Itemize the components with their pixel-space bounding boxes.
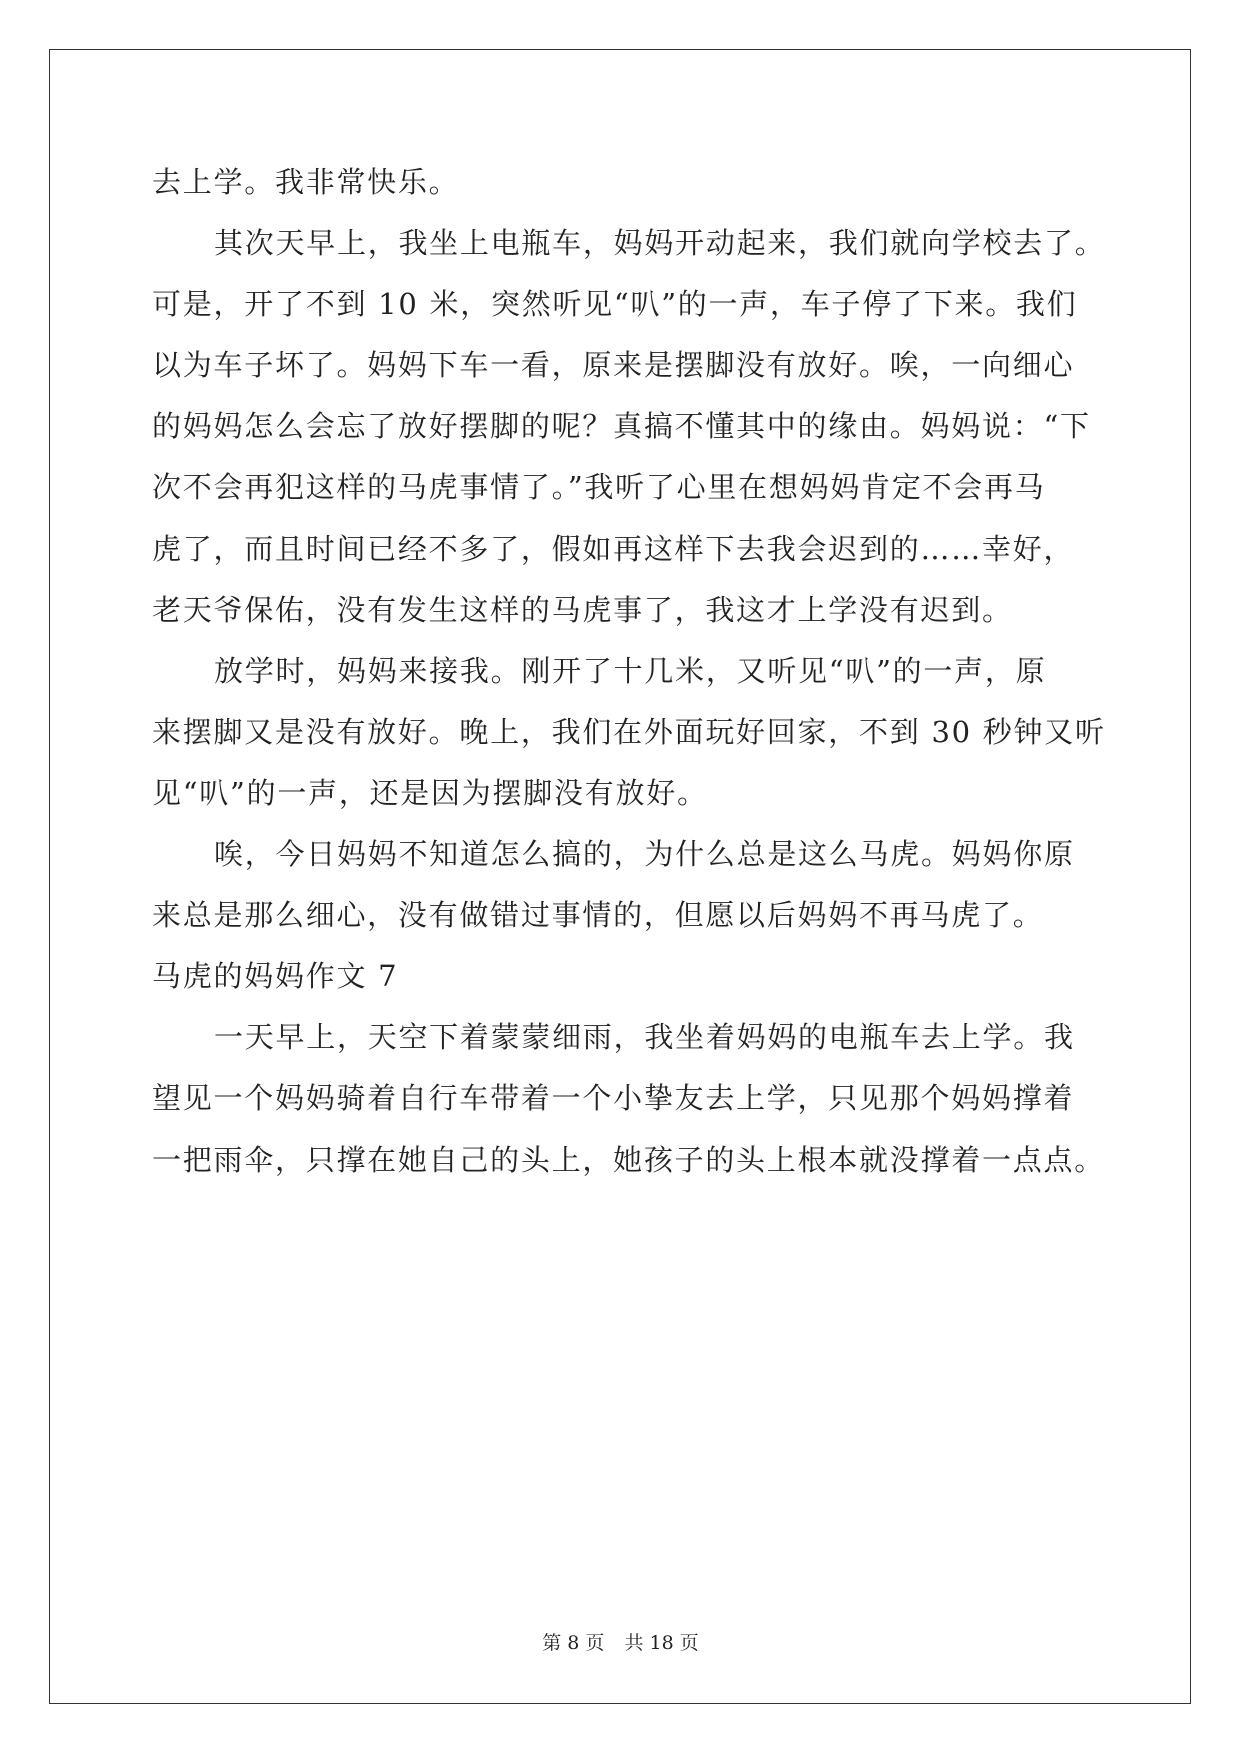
text-line: 其次天早上，我坐上电瓶车，妈妈开动起来，我们就向学校去了。 (214, 226, 1106, 261)
page-footer (0, 1628, 1241, 1655)
text-line: 望见一个妈妈骑着自行车带着一个小挚友去上学，只见那个妈妈撑着 (152, 1081, 1075, 1116)
section-heading: 马虎的妈妈作文 7 (152, 959, 399, 994)
text-line: 一天早上，天空下着蒙蒙细雨，我坐着妈妈的电瓶车去上学。我 (214, 1020, 1075, 1055)
page-total: 共 18 页 (624, 1632, 699, 1654)
text-line: 唉，今日妈妈不知道怎么搞的，为什么总是这么马虎。妈妈你原 (214, 837, 1075, 872)
text-line: 一把雨伞，只撑在她自己的头上，她孩子的头上根本就没撑着一点点。 (152, 1142, 1105, 1177)
text-line: 可是，开了不到 10 米，突然听见“叭”的一声，车子停了下来。我们 (152, 287, 1078, 322)
page-number: 第 8 页 (542, 1632, 605, 1654)
text-line: 以为车子坏了。妈妈下车一看，原来是摆脚没有放好。唉，一向细心 (152, 348, 1075, 383)
text-line: 见“叭”的一声，还是因为摆脚没有放好。 (152, 775, 708, 810)
text-line: 老天爷保佑，没有发生这样的马虎事了，我这才上学没有迟到。 (152, 592, 1013, 627)
text-line: 来摆脚又是没有放好。晚上，我们在外面玩好回家，不到 30 秒钟又听 (152, 714, 1106, 749)
body-text (152, 152, 1106, 1191)
text-line: 去上学。我非常快乐。 (152, 165, 460, 199)
text-line: 来总是那么细心，没有做错过事情的，但愿以后妈妈不再马虎了。 (152, 898, 1044, 933)
text-line: 虎了，而且时间已经不多了，假如再这样下去我会迟到的……幸好， (152, 531, 1075, 566)
text-line: 的妈妈怎么会忘了放好摆脚的呢？真搞不懂其中的缘由。妈妈说：“下 (152, 409, 1091, 444)
text-line: 放学时，妈妈来接我。刚开了十几米，又听见“叭”的一声，原 (214, 653, 1047, 688)
text-line: 次不会再犯这样的马虎事情了。”我听了心里在想妈妈肯定不会再马 (152, 470, 1046, 505)
